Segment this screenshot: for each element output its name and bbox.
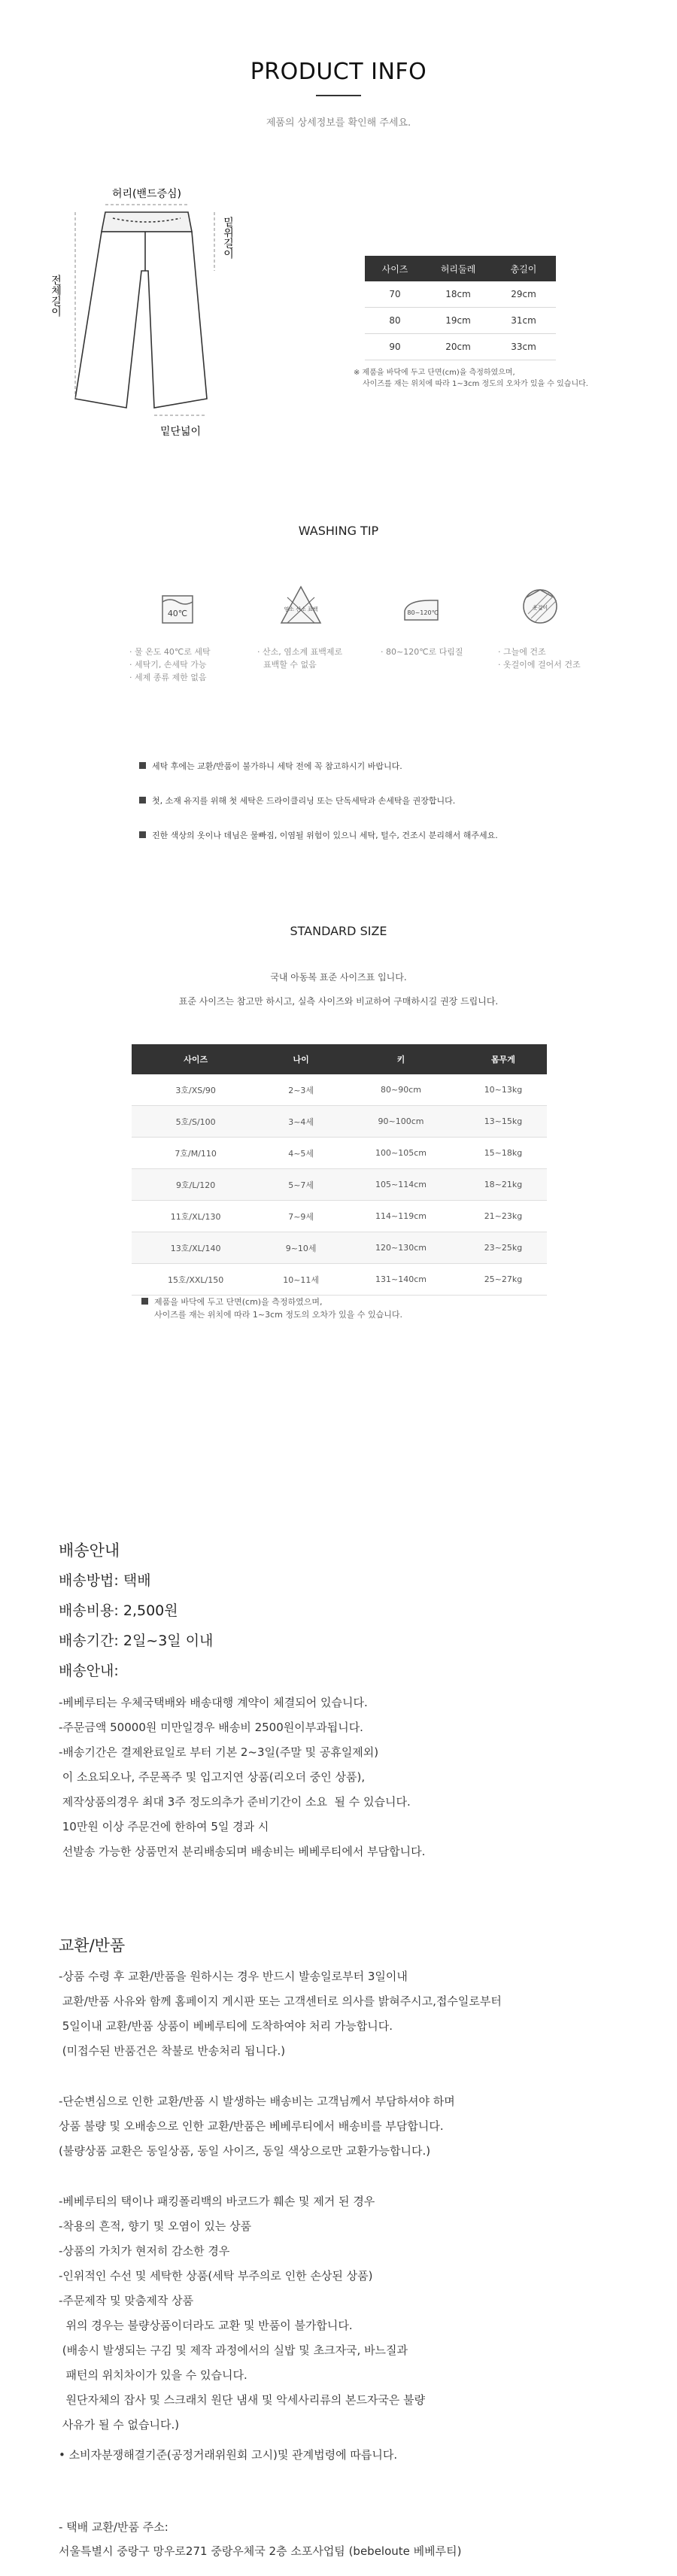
icon-text: 40℃ [167,609,188,618]
table-header-row [132,1044,547,1074]
table-cell: 90~100cm [342,1106,460,1138]
table-row [365,281,556,308]
table-cell: 15~18kg [460,1138,547,1169]
rise-label: 밑위길이 [222,217,234,259]
table-row [365,308,556,334]
shipping-line: 선발송 가능한 상품먼저 분리배송되며 배송비는 베베루티에서 부담합니다. [59,1845,426,1858]
exchange-line: (미접수된 반품건은 착불로 반송처리 됩니다.) [59,2044,286,2058]
hem-label: 밑단넓이 [159,426,202,438]
standard-size-description: 표준 사이즈는 참고만 하시고, 실측 사이즈와 비교하여 구매하시길 권장 드립니다. [178,996,499,1007]
standard-size-title: STANDARD SIZE [290,924,387,938]
wash-note-1 [129,646,211,684]
table-header: 키 [342,1044,460,1074]
return-address: 서울특별시 중랑구 망우로271 중랑우체국 2층 소포사업팀 (bebeloute 베베루티) [59,2544,462,2558]
note-line: ※ 제품을 바닥에 두고 단면(cm)을 측정하였으며, [354,369,515,377]
exchange-line: -상품 수령 후 교환/반품을 원하시는 경우 반드시 발송일로부터 3일이내 [59,1970,408,1983]
shipping-method: 배송방법: 택배 [59,1572,151,1589]
shipping-cost: 배송비용: 2,500원 [59,1602,178,1619]
table-cell: 11호/XL/130 [132,1201,260,1232]
shipping-line: -배송기간은 결제완료일로 부터 기본 2~3일(주말 및 공휴일제외) [59,1745,379,1759]
table-cell: 13호/XL/140 [132,1232,260,1264]
table-header: 총길이 [491,256,556,281]
wash-note-4 [498,646,581,671]
note-line: · 옷걸이에 걸어서 건조 [498,660,581,670]
water-40-icon [156,587,199,629]
waist-label: 허리(밴드증심) [111,188,182,200]
table-cell: 10~11세 [260,1264,342,1296]
exchange-line: -인위적인 수선 및 세탁한 상품(세탁 부주의로 인한 손상된 상품) [59,2269,373,2283]
table-row [132,1138,547,1169]
table-cell: 9~10세 [260,1232,342,1264]
list-item [139,829,498,864]
table-cell: 21~23kg [460,1201,547,1232]
table-cell: 5~7세 [260,1169,342,1201]
pants-diagram [0,181,331,459]
table-cell: 19cm [425,308,491,334]
exchange-line: 5일이내 교환/반품 상품이 베베루티에 도착하여야 처리 가능합니다. [59,2019,393,2033]
table-cell: 33cm [491,334,556,360]
washing-bullets [139,760,498,864]
exchange-line: -착용의 흔적, 향기 및 오염이 있는 상품 [59,2219,252,2233]
table-row [132,1169,547,1201]
note-line: · 그늘에 건조 [498,647,546,657]
wash-note-3 [381,646,463,658]
exchange-line: -베베루티의 택이나 패킹폴리백의 바코드가 훼손 및 제거 된 경우 [59,2195,375,2208]
icon-text: 염소 산소 표백 [284,606,318,612]
table-cell: 25~27kg [460,1264,547,1296]
note-line: 표백할 수 없음 [263,660,317,670]
table-cell: 7~9세 [260,1201,342,1232]
table-cell: 100~105cm [342,1138,460,1169]
table-cell: 18cm [425,281,491,308]
bullet-square [141,1298,148,1305]
shipping-guide-title: 배송안내: [59,1663,119,1679]
table-header: 허리둘레 [425,256,491,281]
note-line: 사이즈를 재는 위치에 따라 1~3cm 정도의 오차가 있을 수 있습니다. [363,380,588,388]
return-address-label: - 택배 교환/반품 주소: [59,2520,168,2534]
bullet-text: 세탁 후에는 교환/반품이 불가하니 세탁 전에 꼭 참고하시기 바랍니다. [152,761,402,771]
standard-size-table [132,1044,547,1296]
exchange-line: 교환/반품 사유와 함께 홈페이지 게시판 또는 고객센터로 의사를 밝혀주시고,접수일로부터 [59,1994,502,2008]
list-item [139,760,498,794]
table-cell: 23~25kg [460,1232,547,1264]
size-note [354,367,588,390]
table-cell: 20cm [425,334,491,360]
note-line: · 산소, 염소계 표백제로 [257,647,343,657]
exchange-line: -단순변심으로 인한 교환/반품 시 발생하는 배송비는 고객님께서 부담하셔야 하며 [59,2095,455,2108]
exchange-line: 원단자체의 잡사 및 스크래치 원단 냄새 및 악세사리류의 본드자국은 불량 [59,2393,426,2407]
shipping-line: -베베루티는 우체국택배와 배송대행 계약이 체결되어 있습니다. [59,1696,368,1709]
table-cell: 5호/S/100 [132,1106,260,1138]
table-cell: 9호/L/120 [132,1169,260,1201]
shipping-period: 배송기간: 2일~3일 이내 [59,1633,214,1649]
exchange-line: (불량상품 교환은 동일상품, 동일 사이즈, 동일 색상으로만 교환가능합니다.) [59,2144,431,2158]
table-cell: 131~140cm [342,1264,460,1296]
table-header: 몸무게 [460,1044,547,1074]
wash-note-2 [257,646,342,671]
exchange-line: (배송시 발생되는 구김 및 제작 과정에서의 실밥 및 초크자국, 바느질과 [59,2344,408,2357]
table-cell: 105~114cm [342,1169,460,1201]
shipping-line: 이 소요되오나, 주문폭주 및 입고지연 상품(리오더 중인 상품), [59,1770,366,1784]
exchange-line: 상품 불량 및 오배송으로 인한 교환/반품은 베베루티에서 배송비를 부담합니다. [59,2119,444,2133]
table-cell: 2~3세 [260,1074,342,1106]
table-header: 사이즈 [365,256,425,281]
shade-dry-icon [519,584,561,626]
table-cell: 70 [365,281,425,308]
table-cell: 18~21kg [460,1169,547,1201]
table-cell: 13~15kg [460,1106,547,1138]
standard-size-note [141,1296,402,1321]
page-subtitle: 제품의 상세정보를 확인해 주세요. [266,117,411,129]
table-cell: 10~13kg [460,1074,547,1106]
table-cell: 90 [365,334,425,360]
standard-size-subtitle: 국내 아동복 표준 사이즈표 입니다. [270,972,407,983]
table-row [132,1106,547,1138]
note-line: · 세탁기, 손세탁 가능 [129,660,207,670]
table-cell: 120~130cm [342,1232,460,1264]
shipping-line: 제작상품의경우 최대 3주 정도의추가 준비기간이 소요 될 수 있습니다. [59,1795,411,1809]
page-title: PRODUCT INFO [250,59,427,85]
note-line: · 80~120℃로 다림질 [381,647,463,657]
exchange-line: -주문제작 및 맞춤제작 상품 [59,2294,194,2307]
table-cell: 4~5세 [260,1138,342,1169]
table-cell: 29cm [491,281,556,308]
table-cell: 80 [365,308,425,334]
table-cell: 3호/XS/90 [132,1074,260,1106]
no-bleach-icon [280,584,322,626]
title-divider [316,95,361,96]
table-row [132,1232,547,1264]
shipping-title: 배송안내 [59,1542,120,1560]
exchange-line: 사유가 될 수 없습니다.) [59,2418,180,2432]
table-row [132,1074,547,1106]
table-row [132,1201,547,1232]
exchange-line: 위의 경우는 불량상품이더라도 교환 및 반품이 불가합니다. [59,2319,353,2332]
list-item [139,794,498,829]
consumer-note: • 소비자분쟁해결기준(공정거래위원회 고시)및 관계법령에 따릅니다. [59,2448,398,2462]
washing-title: WASHING TIP [298,524,379,538]
bullet-text: 첫, 소재 유지를 위해 첫 세탁은 드라이클리닝 또는 단독세탁과 손세탁을 권장합니다. [152,796,456,806]
table-cell: 15호/XXL/150 [132,1264,260,1296]
table-header: 나이 [260,1044,342,1074]
pants-illustration [75,212,207,408]
table-header: 사이즈 [132,1044,260,1074]
icon-text: 80~120℃ [407,609,439,616]
shipping-line: 10만원 이상 주문건에 한하여 5일 경과 시 [59,1820,269,1833]
total-length-label: 전체길이 [50,275,62,317]
icon-text: 옷걸이 [532,605,548,611]
bullet-square [139,831,146,838]
table-row [132,1264,547,1296]
exchange-line: -상품의 가치가 현저히 감소한 경우 [59,2244,230,2258]
table-cell: 114~119cm [342,1201,460,1232]
note-line: 사이즈를 재는 위치에 따라 1~3cm 정도의 오차가 있을 수 있습니다. [154,1310,402,1320]
exchange-line: 패턴의 위치차이가 있을 수 있습니다. [59,2368,247,2382]
shipping-line: -주문금액 50000원 미만일경우 배송비 2500원이부과됩니다. [59,1721,363,1734]
table-cell: 3~4세 [260,1106,342,1138]
table-cell: 80~90cm [342,1074,460,1106]
iron-icon [400,587,442,629]
exchange-title: 교환/반품 [59,1937,126,1955]
bullet-square [139,797,146,803]
note-line: · 세제 종류 제한 없음 [129,673,207,682]
note-line: 제품을 바닥에 두고 단면(cm)을 측정하였으며, [154,1297,323,1307]
bullet-square [139,762,146,769]
table-cell: 7호/M/110 [132,1138,260,1169]
note-line: · 물 온도 40℃로 세탁 [129,647,211,657]
table-cell: 31cm [491,308,556,334]
bullet-text: 진한 색상의 옷이나 데님은 물빠짐, 이염될 위험이 있으니 세탁, 털수, 건조시 분리해서 해주세요. [152,831,498,840]
table-row [365,334,556,360]
table-header-row [365,256,556,281]
product-size-table [365,256,556,360]
